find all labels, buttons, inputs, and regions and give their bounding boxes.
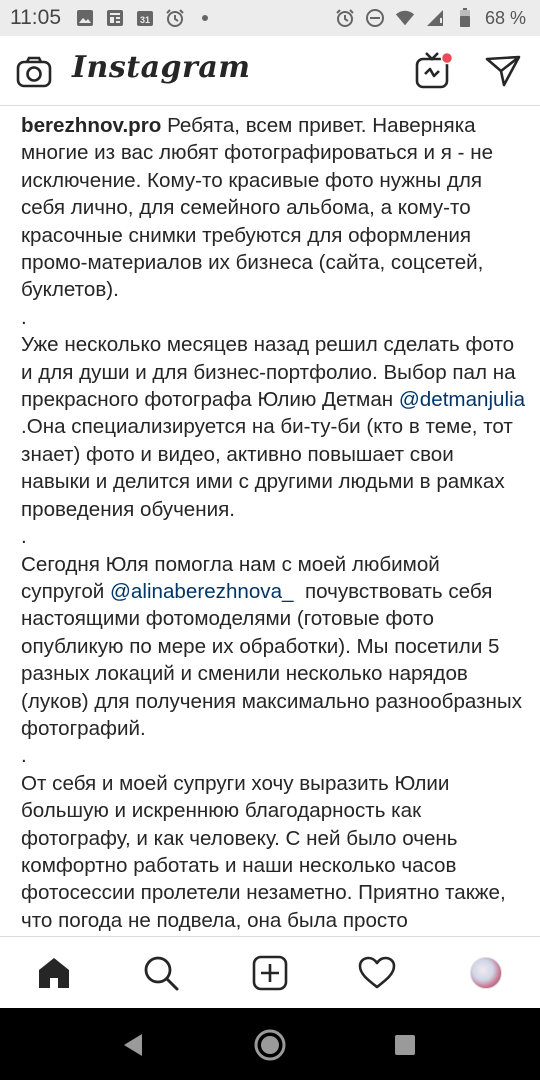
camera-icon [16, 56, 52, 88]
caption-paragraph: От себя и моей супруги хочу выразить Юлии большую и искреннюю благодарность как фотографу, и как человеку. С ней было очень комфортно работать и наши несколько часов фотосессии пролетели незаметно. Приятно также, что погода не подвела, она была просто [21, 771, 506, 932]
battery-icon [455, 8, 475, 28]
nav-profile[interactable] [466, 953, 506, 993]
nav-search[interactable] [141, 953, 181, 993]
username-link[interactable]: berezhnov.pro [21, 114, 162, 137]
system-navigation-bar [0, 1008, 540, 1080]
system-back-button[interactable] [116, 1028, 150, 1062]
wifi-icon [395, 8, 415, 28]
profile-avatar [470, 957, 502, 989]
post-content [0, 106, 540, 936]
recents-square-icon [393, 1033, 417, 1057]
status-right [335, 8, 526, 29]
instagram-logo: Instagram [72, 50, 251, 85]
new-post-icon [252, 955, 288, 991]
system-home-button[interactable] [253, 1028, 287, 1062]
activity-heart-icon [358, 956, 396, 990]
direct-message-icon [484, 54, 522, 88]
calendar-day-text: 31 [139, 15, 151, 25]
back-icon [120, 1031, 146, 1059]
search-icon [142, 954, 180, 992]
caption-separator: . [21, 744, 27, 768]
status-left [10, 6, 215, 30]
caption-text: Ребята, всем привет. Наверняка многие из вас любят фотографироваться и я - не исключение. Кому-то красивые фото нужны для себя лично, для семейного альбома, а кому-то красочные снимки требуются для оформления промо-материалов их бизнеса (сайта, соцсетей, буклетов). [21, 114, 494, 302]
nav-activity[interactable] [357, 953, 397, 993]
battery-percentage: 68 % [484, 7, 526, 28]
system-recents-button[interactable] [388, 1028, 422, 1062]
direct-message-button[interactable] [484, 54, 522, 88]
app-header [0, 36, 540, 106]
signal-icon [425, 8, 445, 28]
caption-text: Сегодня Юля помогла нам с моей любимой супругой [21, 552, 440, 603]
home-icon [36, 956, 72, 990]
caption-paragraph [21, 331, 526, 523]
status-time: 11:05 [10, 6, 61, 29]
caption-separator: . [21, 525, 27, 549]
caption-text: Уже несколько месяцев назад решил сделать фото и для души и для бизнес-портфолио. Выбор пал на прекрасного фотографа Юлию Детман [21, 333, 516, 412]
camera-button[interactable] [16, 56, 52, 88]
bottom-navigation [0, 936, 540, 1008]
caption-paragraph [21, 551, 526, 743]
alarm-icon [335, 8, 355, 28]
post-caption [21, 112, 526, 934]
news-icon [105, 8, 125, 28]
caption-text: почувствовать себя настоящими фотомоделями (готовые фото опубликую по мере их обработки). Мы посетили 5 разных локаций и сменили несколько нарядов (луков) для получения максимально разнообразных фотографий. [21, 579, 528, 740]
caption-paragraph [21, 112, 526, 304]
caption-separator: . [21, 305, 27, 329]
status-bar [0, 0, 540, 36]
igtv-icon [414, 50, 454, 90]
mention-link[interactable]: @detmanjulia [398, 388, 526, 412]
home-circle-icon [253, 1028, 287, 1062]
image-icon [75, 8, 95, 28]
do-not-disturb-icon [365, 8, 385, 28]
nav-home[interactable] [34, 953, 74, 993]
alarm-icon [165, 8, 185, 28]
dot-icon [195, 8, 215, 28]
igtv-button[interactable] [414, 50, 454, 90]
mention-link[interactable]: @alinaberezhnova_ [110, 579, 294, 603]
nav-new-post[interactable] [250, 953, 290, 993]
calendar-31-icon [135, 8, 155, 28]
caption-text: .Она специализируется на би-ту-би (кто в теме, тот знает) фото и видео, активно повышает свои навыки и делится ими с другими людьми в рамках проведения обучения. [21, 415, 513, 521]
